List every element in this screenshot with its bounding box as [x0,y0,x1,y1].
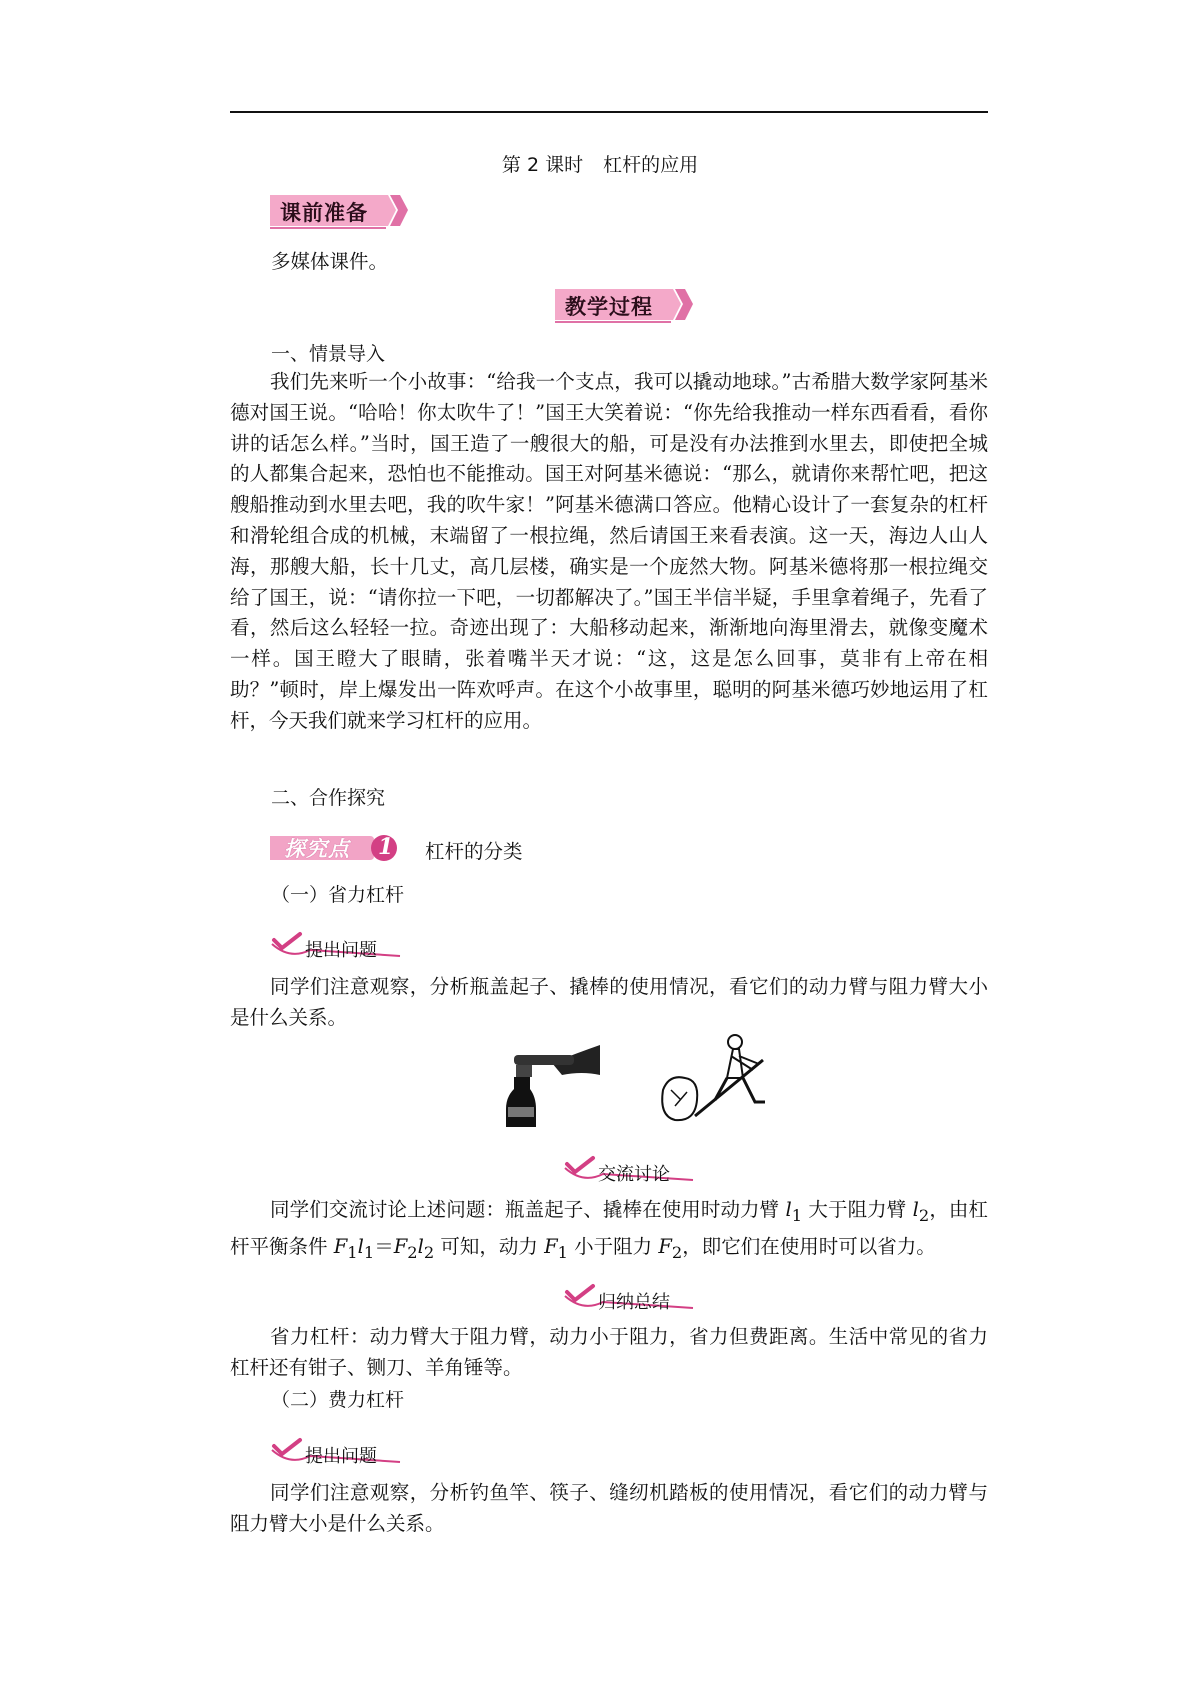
discussion-text-part: ，由杠杆平衡条件 [230,1198,988,1258]
lesson-title: 杠杆的应用 [603,154,699,176]
discussion-text-part: ，即它们在使用时可以省力。 [682,1234,936,1258]
section-heading-explore: 二、合作探究 [271,787,386,809]
summary-label [563,1282,703,1314]
discussion-text-part: 可知，动力 [440,1234,538,1258]
sub1-heading: （一）省力杠杆 [271,884,405,906]
prep-banner-label: 课前准备 [280,201,368,225]
prep-banner [270,192,410,230]
sub2-heading: （二）费力杠杆 [271,1389,405,1411]
question-text-1: 同学们注意观察，分析瓶盖起子、撬棒的使用情况，看它们的动力臂与阻力臂大小是什么关系。 [230,975,988,1029]
question-label-2 [270,1436,410,1468]
badge-number: 1 [378,834,394,860]
badge-label: 探究点 [284,837,350,861]
summary-text: 省力杠杆：动力臂大于阻力臂，动力小于阻力，省力但费距离。生活中常见的省力杠杆还有钳子、铡刀、羊角锤等。 [230,1325,988,1379]
question-text-2: 同学们注意观察，分析钓鱼竿、筷子、缝纫机踏板的使用情况，看它们的动力臂与阻力臂大小是什么关系。 [230,1481,988,1535]
discussion-label-text: 交流讨论 [598,1164,670,1185]
discussion-label [563,1154,703,1186]
discussion-text: 同学们交流讨论上述问题：瓶盖起子、撬棒在使用时动力臂 $l_1$ 大于阻力臂 $l_2$，由杠杆平衡条件 $F_1l_1=F_2l_2$ 可知，动力 $F_1$ 小于阻力 $F_2$，即它们在使用时可以省力。 [230,1198,988,1262]
question-label-2-text: 提出问题 [305,1446,377,1467]
lesson-number: 第 2 课时 [501,154,584,176]
explore-point-badge [270,832,402,862]
bottle-opener-illustration [492,1033,602,1127]
story-paragraph: 我们先来听一个小故事：“给我一个支点，我可以撬动地球。”古希腊大数学家阿基米德对国王说。“哈哈！你太吹牛了！”国王大笑着说：“你先给我推动一样东西看看，看你讲的话怎么样。”当时，国王造了一艘很大的船，可是没有办法推到水里去，即使把全城的人都集合起来，恐怕也不能推动。国王对阿基米德说：“那么，就请你来帮忙吧，把这艘船推动到水里去吧，我的吹牛家！”阿基米德满口答应。他精心设计了一套复杂的杠杆和滑轮组合成的机械，末端留了一根拉绳，然后请国王来看表演。这一天，海边人山人海，那艘大船，长十几丈，高几层楼，确实是一个庞然大物。阿基米德将那一根拉绳交给了国王，说：“请你拉一下吧，一切都解决了。”国王半信半疑，手里拿着绳子，先看了看，然后这么轻轻一拉。奇迹出现了：大船移动起来，渐渐地向海里滑去，就像变魔术一样。国王瞪大了眼睛，张着嘴半天才说：“这，这是怎么回事，莫非有上帝在相助？”顿时，岸上爆发出一阵欢呼声。在这个小故事里，聪明的阿基米德巧妙地运用了杠杆，今天我们就来学习杠杆的应用。 [230,370,988,732]
question-label-1-text: 提出问题 [305,940,377,961]
top-rule [230,111,988,113]
discussion-text-part: 小于阻力 [574,1234,653,1258]
discussion-text-part: 同学们交流讨论上述问题：瓶盖起子、撬棒在使用时动力臂 [270,1198,780,1221]
explore-point-title: 杠杆的分类 [425,840,523,863]
process-banner-label: 教学过程 [565,295,653,319]
process-banner [555,286,695,324]
prep-text: 多媒体课件。 [271,250,389,273]
discussion-text-part: 大于阻力臂 [808,1198,907,1221]
question-label-1 [270,930,410,962]
section-heading-intro: 一、情景导入 [271,343,386,365]
summary-label-text: 归纳总结 [598,1292,670,1313]
crowbar-illustration [655,1030,780,1130]
page-title [0,150,1200,177]
